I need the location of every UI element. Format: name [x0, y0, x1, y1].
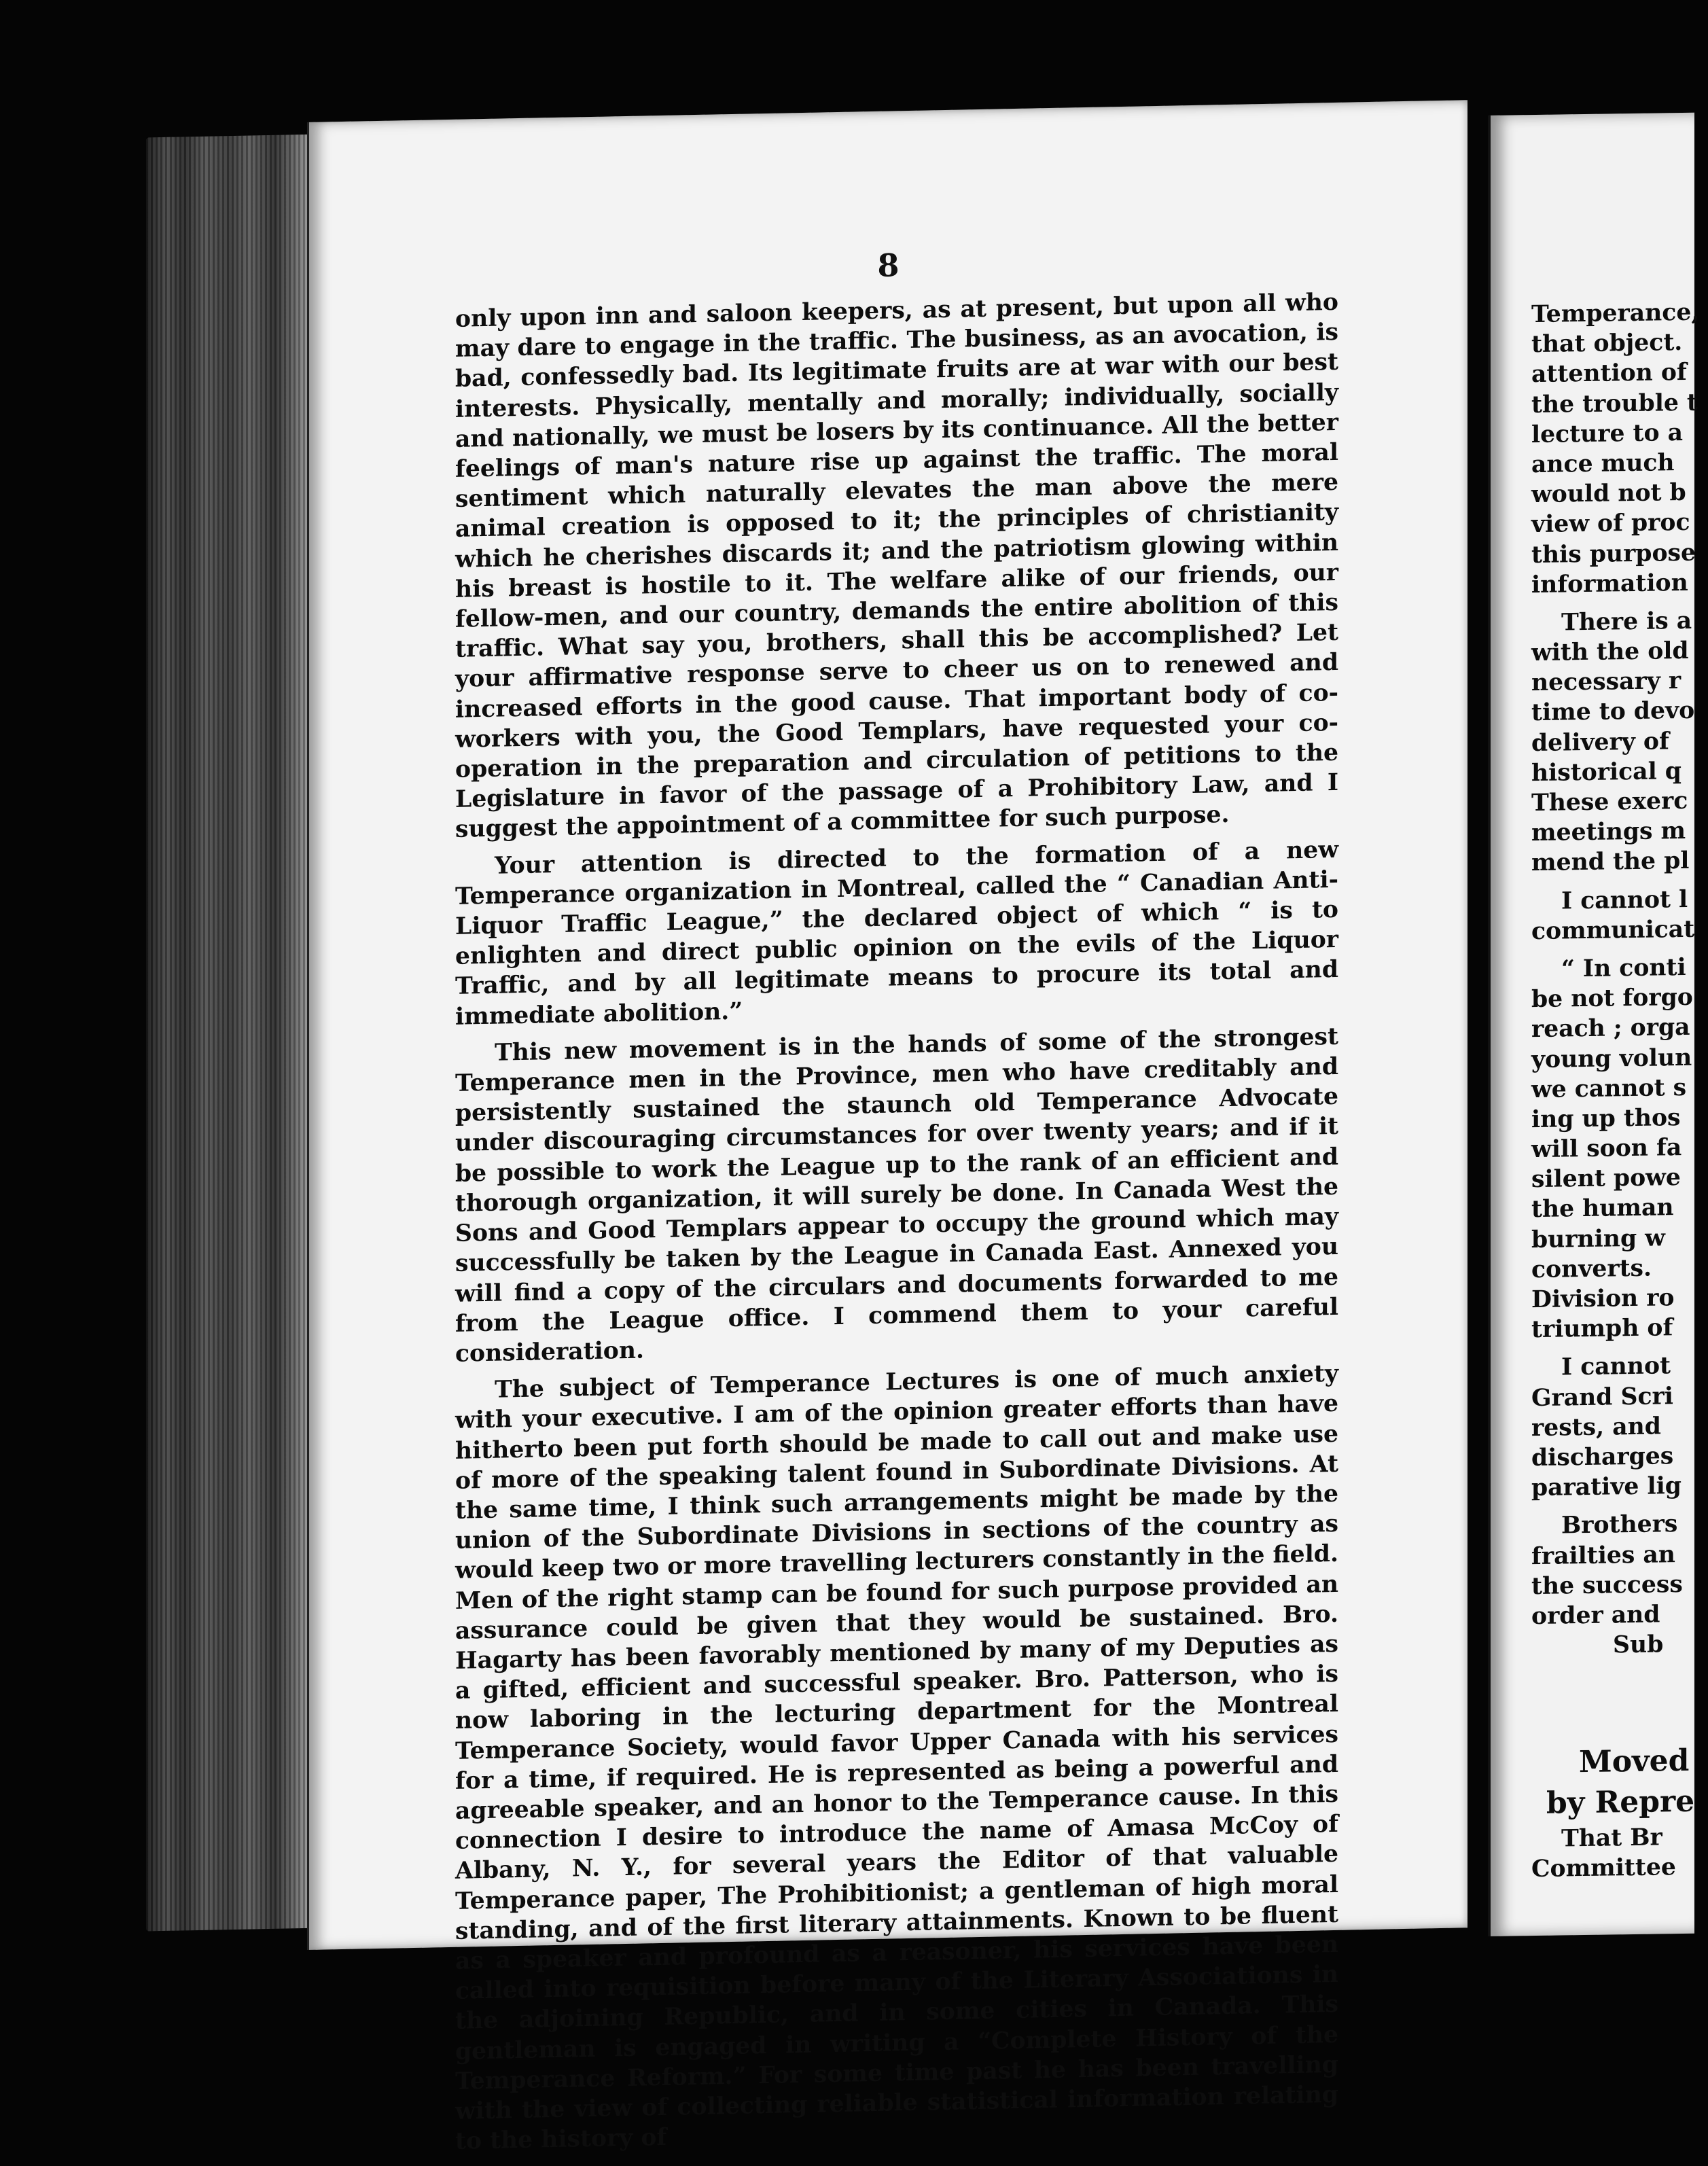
text-line: Brothers	[1561, 1510, 1678, 1540]
text-line: frailties an	[1531, 1540, 1675, 1570]
text-line: would not b	[1531, 479, 1686, 509]
text-line: That Br	[1561, 1824, 1662, 1853]
text-line: historical q	[1531, 757, 1682, 787]
text-line: order and	[1531, 1601, 1660, 1630]
text-line: ing up thos	[1531, 1103, 1681, 1133]
signature-line: Sub	[1613, 1631, 1664, 1659]
text-line: information	[1531, 569, 1688, 599]
text-line: necessary r	[1531, 667, 1682, 697]
text-line: that object.	[1531, 329, 1683, 359]
text-line: Temperance,	[1531, 298, 1700, 329]
text-line: time to devo	[1531, 697, 1695, 727]
text-line: this purpose	[1531, 539, 1696, 569]
text-line: view of proc	[1531, 509, 1690, 539]
right-page-text	[1531, 297, 1708, 1884]
text-line: “ In conti	[1561, 953, 1686, 983]
text-line: ance much	[1531, 449, 1675, 479]
text-line: attention of	[1531, 359, 1687, 389]
page-number: 8	[877, 247, 900, 284]
text-line: Division ro	[1531, 1284, 1675, 1314]
paragraph: only upon inn and saloon keepers, as at present, but upon all who may dare to engage in the traffic. The business, as an avocation, is bad, confessedly bad. Its legitimate fruits are at war with our best interests. Physically, mentally and morally; individually, socially and nationally, we must be losers by its continuance. All the better feelings of man's nature rise up against the traffic. The moral sentiment which naturally elevates the man above the mere animal creation is opposed to it; the principles of christianity which he cherishes discards it; and the patriotism glowing within his breast is hostile to it. The welfare alike of our friends, our fellow-men, and our country, demands the entire abolition of this traffic. What say you, brothers, shall this be accomplished? Let your affirmative response serve to cheer us on to renewed and increased efforts in the good cause. That important body of co-workers with you, the Good Templars, have requested your co-operation in the preparation and circulation of petitions to the Legislature in favor of the passage of a Prohibitory Law, and I suggest the appointment of a committee for such purpose.	[455, 288, 1338, 844]
text-line: Grand Scri	[1531, 1382, 1673, 1412]
text-line: lecture to a	[1531, 419, 1684, 448]
text-line: burning w	[1531, 1224, 1665, 1254]
right-page	[1488, 113, 1700, 1936]
text-line: converts.	[1531, 1254, 1652, 1283]
text-line: be not forgo	[1531, 983, 1693, 1014]
left-page	[307, 100, 1467, 2156]
text-line: the success	[1531, 1570, 1683, 1600]
text-line: I cannot l	[1561, 885, 1688, 915]
paragraph: This new movement is in the hands of some of the strongest Temperance men in the Province, men who have creditably and persistently sustained the staunch old Temperance Advocate under discouraging circumstances for over twenty years; and if it be possible to work the League up to the rank of an efficient and thorough organization, it will surely be done. In Canada West the Sons and Good Templars appear to occupy the ground which may successfully be taken by the League in Canada East. Annexed you will find a copy of the circulars and documents forwarded to me from the League office. I commend them to your careful consideration.	[455, 1023, 1338, 1368]
resolution-heading: Moved	[1579, 1743, 1690, 1780]
text-line: meetings m	[1531, 817, 1686, 847]
text-line: rests, and	[1531, 1413, 1661, 1442]
text-line: young volun	[1531, 1044, 1692, 1073]
text-line: mend the pl	[1531, 847, 1690, 877]
text-line: the human	[1531, 1194, 1674, 1224]
paragraph: Your attention is directed to the formation of a new Temperance organization in Montreal, called the “ Canadian Anti-Liquor Traffic League,” the declared object of which “ is to enlighten and direct public opinion on the evils of the Liquor Traffic, and by all legitimate means to procure its total and immediate abolition.”	[455, 836, 1338, 1031]
text-line: delivery of	[1531, 727, 1669, 757]
text-line: discharges	[1531, 1442, 1674, 1472]
resolution-heading: by Repre	[1546, 1784, 1695, 1822]
text-line: the trouble t	[1531, 389, 1698, 419]
text-line: Committee	[1531, 1853, 1676, 1883]
text-line: I cannot	[1561, 1352, 1671, 1381]
text-line: communicat	[1531, 915, 1695, 945]
text-line: will soon fa	[1531, 1134, 1682, 1164]
book-fore-edge	[146, 135, 319, 1932]
text-line: with the old	[1531, 637, 1689, 667]
paragraph: The subject of Temperance Lectures is one of much anxiety with your executive. I am of the opinion greater efforts than have hitherto been put forth should be made to call out and make use of more of the speaking talent found in Subordinate Divisions. At the same time, I think such arrangements might be made by the union of the Subordinate Divisions in sections of the country as would keep two or more travelling lecturers constantly in the field. Men of the right stamp can be found for such purpose provided an assurance could be given that they would be sustained. Bro. Hagarty has been favorably mentioned by many of my Deputies as a gifted, efficient and successful speaker. Bro. Patterson, who is now laboring in the lecturing department for the Montreal Temperance Society, would favor Upper Canada with his services for a time, if required. He is represented as being a powerful and agreeable speaker, and an honor to the Temperance cause. In this connection I desire to introduce the name of Amasa McCoy of Albany, N. Y., for several years the Editor of that valuable Temperance paper, The Prohibitionist; a gentleman of high moral standing, and of the first literary attainments. Known to be fluent as a speaker and profound as a reasoner, his services have been called into requisition before many of the Literary Associations in the adjoining Republic, and in some cities in Canada. This gentleman is engaged in writing a “Complete History of the Temperance Reform.” For some time past he has been travelling with the view of collecting reliable statistical information relating to the history of	[455, 1360, 1338, 2156]
text-line: we cannot s	[1531, 1073, 1687, 1103]
text-line: reach ; orga	[1531, 1014, 1690, 1044]
text-line: parative lig	[1531, 1472, 1682, 1502]
text-line: triumph of	[1531, 1314, 1673, 1344]
text-line: These exerc	[1531, 787, 1688, 817]
text-line: There is a	[1561, 607, 1692, 637]
spacer	[1531, 1659, 1708, 1743]
text-line: silent powe	[1531, 1164, 1681, 1194]
body-text	[455, 287, 1338, 2163]
